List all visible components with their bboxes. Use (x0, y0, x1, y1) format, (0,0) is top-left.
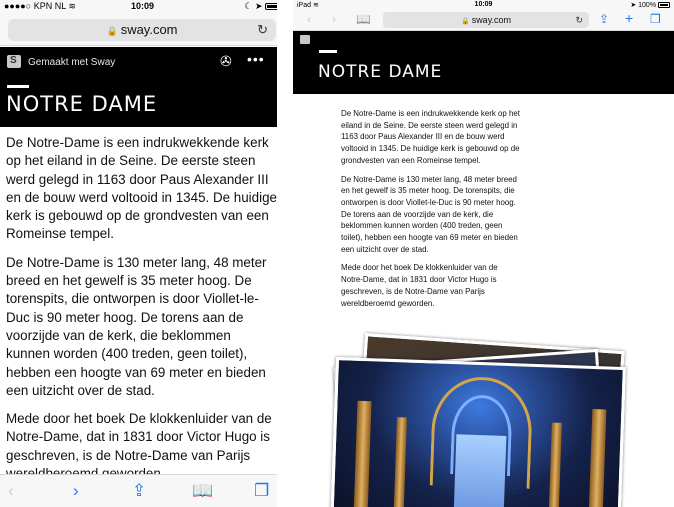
phone-screen (0, 0, 285, 507)
photo-pillar (393, 417, 407, 507)
cathedral-interior-photo[interactable] (330, 357, 626, 507)
title-accent-bar (7, 85, 29, 88)
more-icon[interactable]: ••• (247, 51, 265, 67)
article-body (6, 134, 278, 493)
photo-pillar (548, 423, 562, 507)
forward-icon[interactable]: › (332, 12, 336, 26)
ipad-screen (293, 0, 674, 507)
reload-icon[interactable]: ↻ (257, 22, 268, 37)
share-icon[interactable]: ✇ (220, 53, 232, 69)
wifi-icon: ≋ (68, 1, 76, 11)
share-sheet-icon[interactable]: ⇪ (599, 12, 610, 26)
moon-icon: ☾ (244, 1, 253, 11)
status-right (244, 1, 281, 12)
device-label: iPad ≋ (297, 2, 319, 9)
paragraph-1: De Notre-Dame is een indrukwekkende kerk op het eiland in de Seine. De eerste steen werd gelegd in 1163 door Paus Alexander III en de bouw werd voltooid in 1345. De huidige kerk is gebouwd op de grondvesten van een Romeinse tempel. (6, 135, 277, 242)
title-accent-bar (319, 50, 337, 53)
battery-icon (265, 3, 281, 10)
battery-percent: 100% (638, 2, 657, 9)
tabs-icon[interactable]: ❐ (650, 12, 661, 26)
forward-icon[interactable]: › (73, 481, 79, 500)
article-body (341, 108, 521, 316)
status-time: 10:09 (130, 1, 155, 11)
made-with-sway-label: Gemaakt met Sway (28, 57, 116, 68)
status-time: 10:09 (474, 1, 493, 8)
location-icon: ➤ (254, 1, 263, 11)
share-sheet-icon[interactable]: ⇪ (132, 481, 147, 500)
reload-icon[interactable]: ↻ (575, 15, 583, 25)
ipad-nav-bar (293, 10, 674, 31)
lock-icon: 🔒 (460, 18, 470, 25)
wifi-icon: ≋ (312, 2, 319, 9)
back-icon[interactable]: ‹ (307, 12, 311, 26)
photo-pillar (353, 401, 372, 507)
new-tab-icon[interactable]: + (625, 10, 634, 26)
photo-stack[interactable] (331, 340, 631, 507)
tabs-icon[interactable]: ❐ (254, 481, 270, 500)
back-icon[interactable]: ‹ (8, 481, 14, 500)
paragraph-1: De Notre-Dame is een indrukwekkende kerk op het eiland in de Seine. De eerste steen werd gelegd in 1163 door Paus Alexander III en de bouw werd voltooid in 1345. De huidige kerk is gebouwd op de grondvesten van een Romeinse tempel. (341, 109, 520, 165)
phone-toolbar (0, 474, 285, 507)
page-title: NOTRE DAME (318, 62, 443, 82)
page-title: NOTRE DAME (6, 92, 158, 116)
url-field[interactable]: 🔒 sway.com ↻ (383, 12, 589, 28)
ipad-status-bar (293, 0, 674, 10)
sway-logo-icon (7, 55, 21, 68)
sway-logo-icon (300, 35, 310, 44)
paragraph-2: De Notre-Dame is 130 meter lang, 48 meter breed en het gewelf is 35 meter hoog. De torenspits, die ontworpen is door Viollet-le-Duc is 90 meter hoog. De torens aan de voorzijde van de kerk, die beklommen kunnen worden (400 treden, geen toilet), hebben een hoogte van 69 meter en bieden een uitzicht over de stad. (6, 254, 267, 398)
paragraph-2: De Notre-Dame is 130 meter lang, 48 meter breed en het gewelf is 35 meter hoog. De torenspits, die ontworpen is door Viollet-le-Duc is 90 meter hoog. De torens aan de voorzijde van de kerk, die beklommen kunnen worden (400 treden, geen toilet), hebben een hoogte van 69 meter en bieden een uitzicht over de stad. (341, 174, 518, 254)
bookmarks-icon[interactable]: 📖 (192, 481, 214, 500)
sway-header (293, 31, 674, 94)
url-field[interactable]: 🔒 sway.com ↻ (8, 19, 276, 41)
paragraph-3: Mede door het boek De klokkenluider van de Notre-Dame, dat in 1831 door Victor Hugo is geschreven, is de Notre-Dame van Parijs wereldberoemd geworden. (341, 263, 498, 308)
photo-altar (453, 434, 506, 507)
phone-address-bar (0, 14, 285, 46)
battery-icon (658, 2, 670, 8)
sway-header (0, 47, 285, 127)
signal-icon: ●●●●○ (4, 1, 34, 11)
status-right (630, 1, 670, 9)
photo-pillar (588, 409, 607, 507)
lock-icon: 🔒 (106, 26, 118, 36)
carrier-label: ●●●●○ KPN NL ≋ (4, 1, 76, 11)
bookmarks-icon[interactable]: 📖 (356, 12, 371, 26)
paragraph-3: Mede door het boek De klokkenluider van de Notre-Dame, dat in 1831 door Victor Hugo is geschreven, is de Notre-Dame van Parijs (6, 411, 272, 463)
phone-status-bar (0, 0, 285, 14)
location-icon: ➤ (630, 2, 637, 9)
